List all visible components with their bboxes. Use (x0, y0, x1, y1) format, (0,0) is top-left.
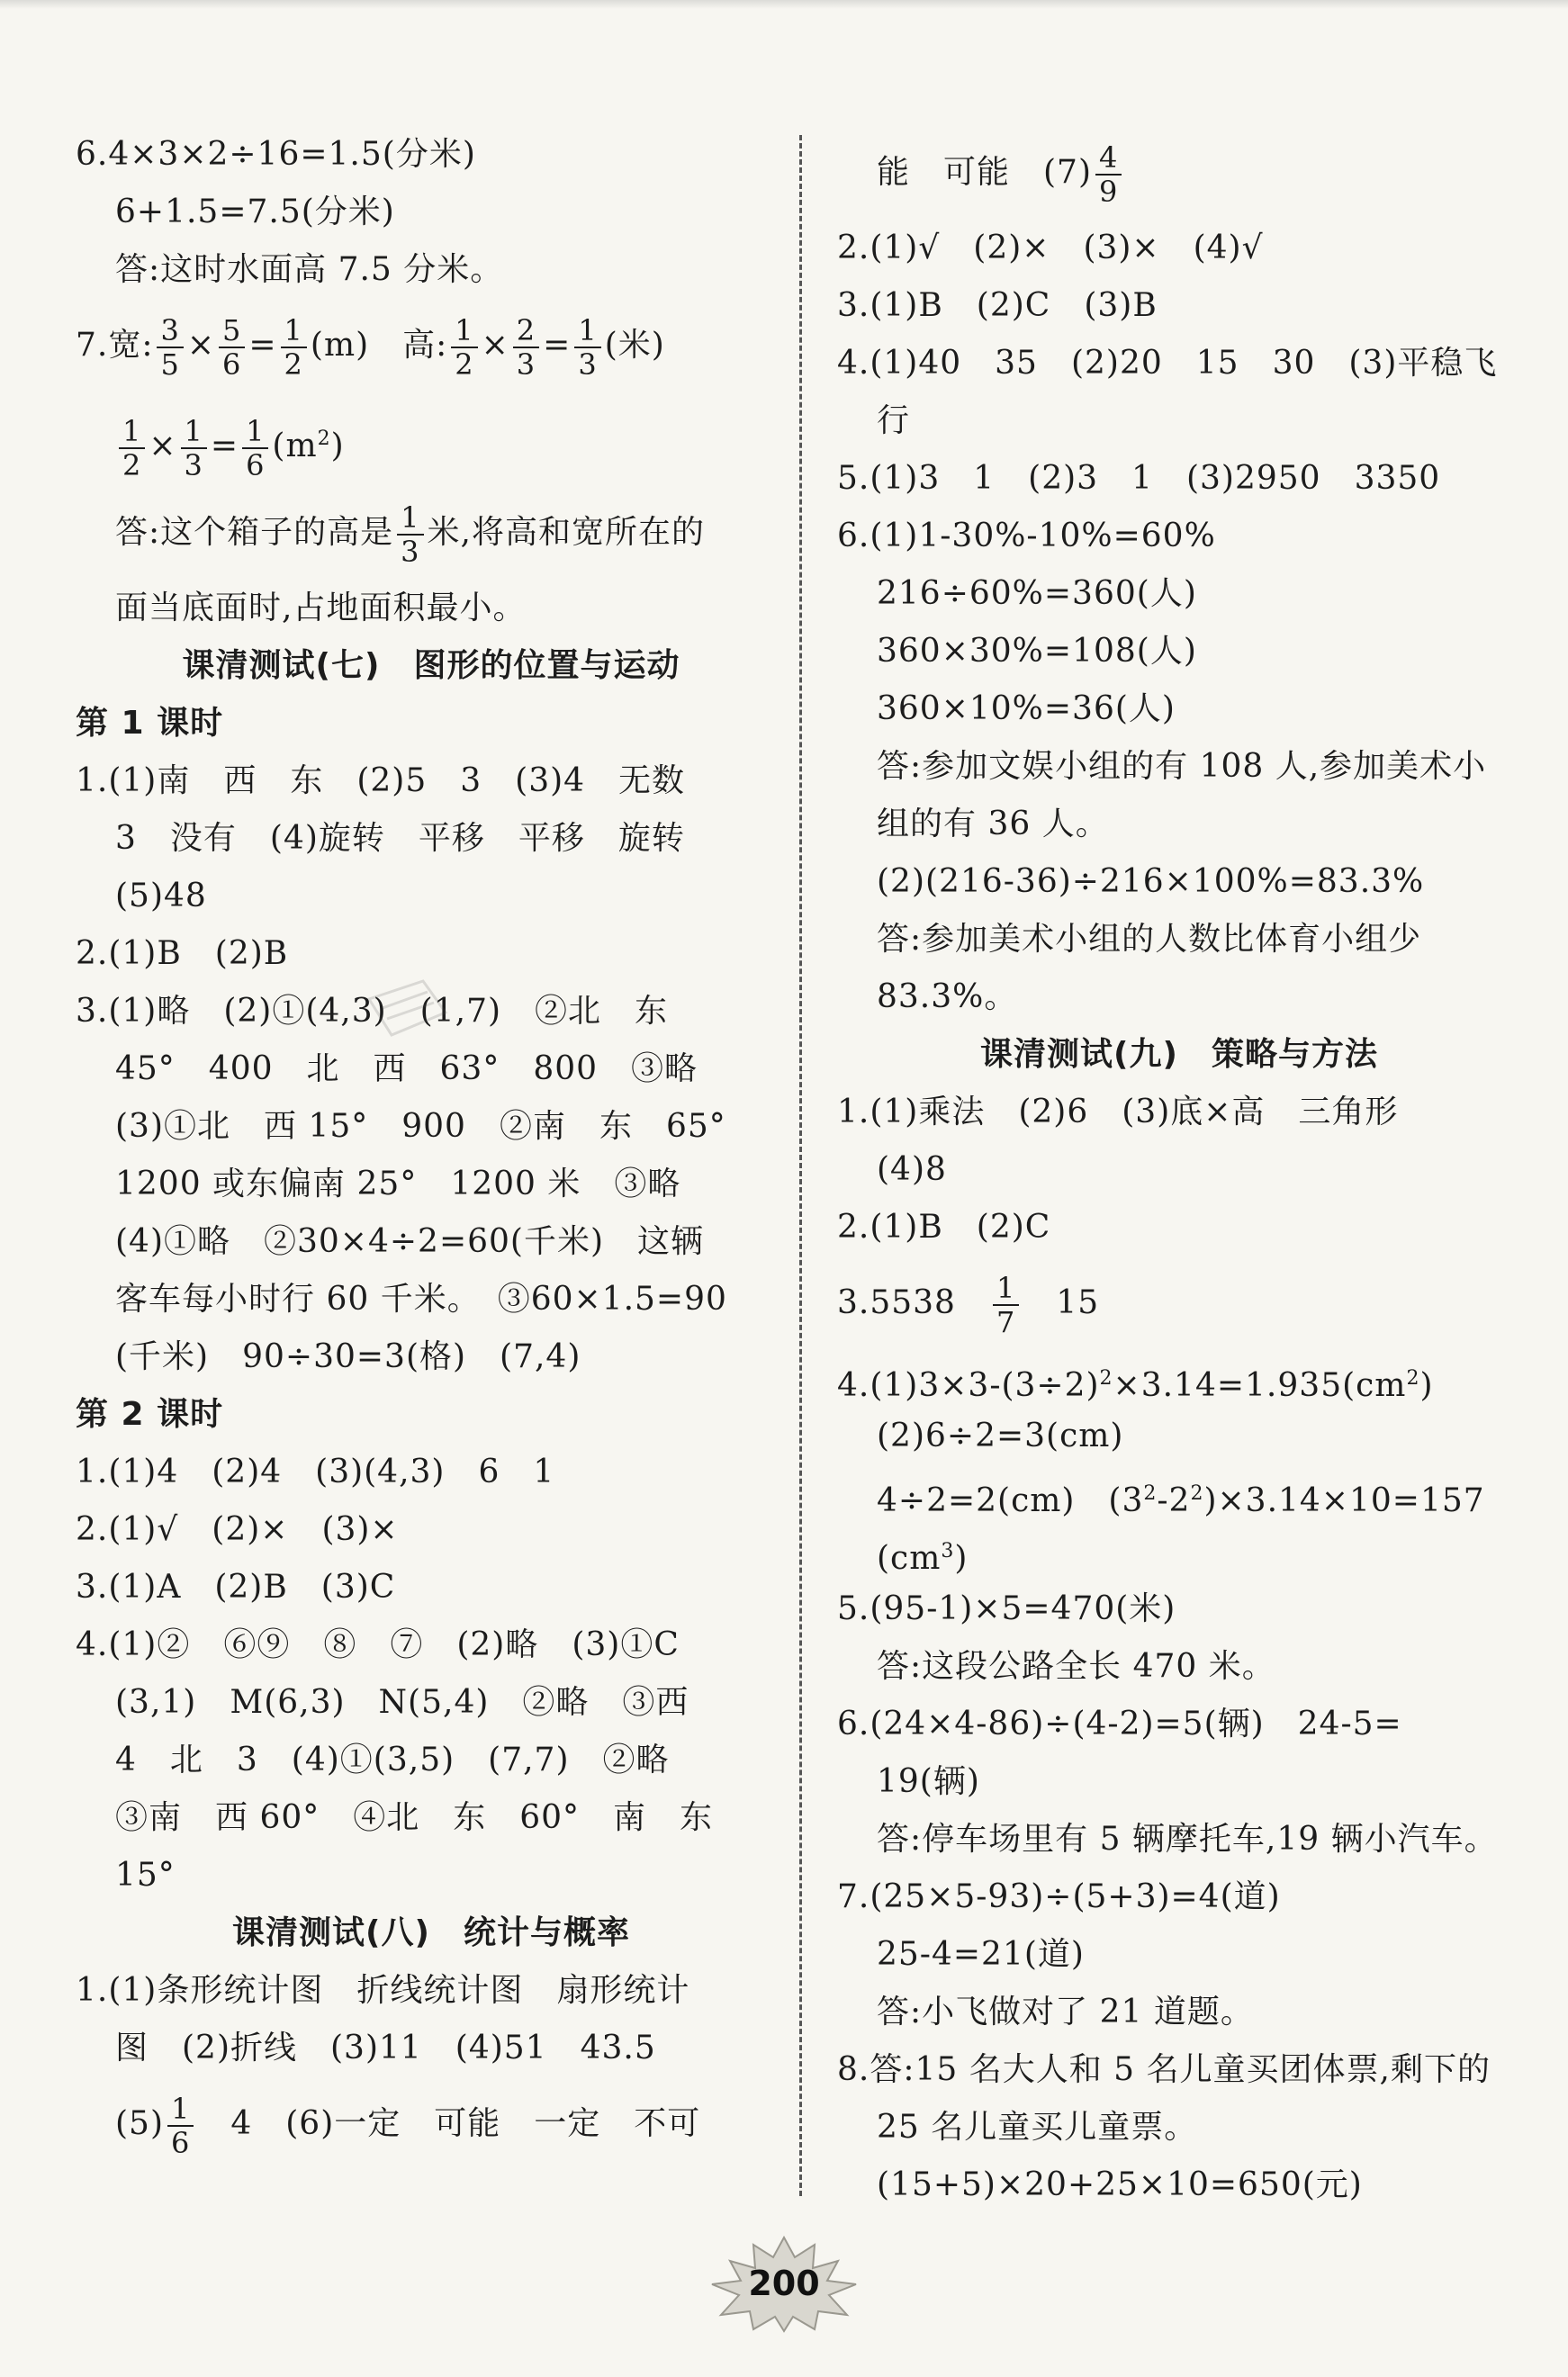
fraction-denominator: 6 (171, 2126, 191, 2160)
fraction-numerator: 3 (157, 316, 183, 348)
fraction (451, 313, 477, 382)
fraction-numerator: 4 (1095, 143, 1122, 176)
formula-line (837, 1523, 1521, 1580)
fraction-denominator: 9 (1099, 175, 1119, 209)
answer-line: 面当底面时,占地面积最小。 (115, 590, 527, 626)
fraction-numerator: 1 (242, 417, 268, 449)
answer-line: 答:参加文娱小组的有 108 人,参加美术小 (877, 748, 1487, 785)
answer-line: 25-4=21(道) (877, 1936, 1085, 1973)
text-run: -2 (1157, 1482, 1191, 1519)
answer-line: 360×30%=108(人) (877, 633, 1197, 670)
formula-line (76, 392, 787, 486)
watermark-stamp-icon (360, 972, 459, 1053)
text-run: 4÷2=2(cm) (3 (877, 1482, 1144, 1519)
superscript: 2 (317, 428, 331, 450)
fraction (119, 414, 145, 482)
fraction-numerator: 1 (574, 316, 600, 348)
answer-line: 1.(1)乘法 (2)6 (3)底×高 三角形 (837, 1094, 1399, 1130)
answer-line: 216÷60%=360(人) (877, 575, 1197, 612)
answer-line: 答:这段公路全长 470 米。 (877, 1648, 1275, 1685)
fraction-denominator: 5 (160, 347, 180, 382)
answer-line: 2.(1)√ (2)× (3)× (4)√ (837, 230, 1264, 266)
left-column (76, 126, 787, 2171)
section-heading: 课清测试(九) 策略与方法 (980, 1036, 1378, 1073)
fraction-denominator: 2 (284, 347, 303, 382)
answer-line: (2)(216-36)÷216×100%=83.3% (877, 863, 1425, 900)
answer-line: (5)48 (115, 878, 207, 914)
answer-line: 5.(95-1)×5=470(米) (837, 1590, 1176, 1627)
fraction (167, 2092, 194, 2160)
answer-line: 3.(1)B (2)C (3)B (837, 287, 1158, 324)
text-run: (米) (604, 327, 665, 364)
fraction (242, 414, 268, 482)
text-run: ) (1419, 1367, 1434, 1404)
fraction-denominator: 6 (222, 347, 242, 382)
text-run: 15 (1023, 1284, 1100, 1321)
text-run: = (543, 327, 572, 364)
answer-line: (2)6÷2=3(cm) (877, 1418, 1124, 1454)
text-run: 4.(1)3×3-(3÷2) (837, 1367, 1100, 1404)
text-run: )×3.14×10=157 (1203, 1482, 1485, 1519)
fraction-numerator: 1 (397, 503, 423, 536)
fraction-numerator: 5 (219, 316, 245, 348)
formula-line (76, 486, 787, 580)
formula-line (837, 1350, 1521, 1408)
fraction (513, 313, 539, 382)
fraction-denominator: 2 (122, 448, 142, 482)
fraction-denominator: 7 (996, 1305, 1016, 1339)
fraction-numerator: 1 (993, 1274, 1019, 1306)
superscript: 2 (1143, 1482, 1158, 1505)
superscript: 2 (1099, 1367, 1113, 1390)
text-run: 7.宽: (76, 327, 154, 364)
section-heading: 课清测试(八) 统计与概率 (232, 1914, 630, 1951)
fraction-denominator: 3 (184, 448, 203, 482)
text-run: 能 可能 (7) (877, 154, 1092, 191)
superscript: 2 (1190, 1482, 1204, 1505)
text-run: 4 (6)一定 可能 一定 不可 (197, 2105, 701, 2142)
answer-line: 答:小飞做对了 21 道题。 (877, 1994, 1254, 2030)
text-run: 答:这个箱子的高是 (115, 514, 394, 551)
fraction (219, 313, 245, 382)
text-run: ×3.14=1.935(cm (1113, 1367, 1407, 1404)
answer-line: 4.(1)40 35 (2)20 15 30 (3)平稳飞 (837, 345, 1498, 382)
lesson-title: 第 1 课时 (76, 705, 224, 742)
fraction (157, 313, 183, 382)
answer-line: (3)①北 西 15° 900 ②南 东 65° (115, 1108, 726, 1145)
fraction-denominator: 3 (401, 535, 420, 569)
answer-line: 1.(1)南 西 东 (2)5 3 (3)4 无数 (76, 762, 686, 799)
text-run: × (186, 327, 216, 364)
superscript: 3 (941, 1540, 955, 1562)
formula-line (837, 1256, 1521, 1350)
fraction-numerator: 1 (181, 417, 207, 449)
answer-line: 2.(1)B (2)C (837, 1209, 1051, 1246)
text-run: = (248, 327, 277, 364)
page-number: 200 (748, 2264, 820, 2303)
fraction-numerator: 2 (513, 316, 539, 348)
text-run: ) (330, 428, 345, 464)
answer-line: 7.(25×5-93)÷(5+3)=4(道) (837, 1878, 1281, 1915)
answer-line: 6+1.5=7.5(分米) (115, 194, 395, 230)
page-top-edge (0, 0, 1568, 9)
answer-line: 答:这时水面高 7.5 分米。 (115, 251, 504, 288)
fraction (1095, 140, 1122, 209)
fraction (397, 500, 423, 569)
fraction (993, 1271, 1019, 1339)
text-run: 3.5538 (837, 1284, 989, 1321)
answer-line: 25 名儿童买儿童票。 (877, 2109, 1198, 2146)
fraction (281, 313, 307, 382)
fraction-denominator: 3 (578, 347, 598, 382)
fraction-numerator: 1 (167, 2094, 194, 2127)
text-run: (m) 高: (310, 327, 448, 364)
answer-line: 3.(1)略 (2)①(4,3) (1,7) ②北 东 (76, 993, 669, 1030)
text-run: ) (954, 1540, 969, 1577)
answer-line: 15° (115, 1857, 176, 1894)
answer-line: 组的有 36 人。 (877, 806, 1109, 842)
fraction-numerator: 1 (119, 417, 145, 449)
superscript: 2 (1406, 1367, 1420, 1390)
answer-line: 8.答:15 名大人和 5 名儿童买团体票,剩下的 (837, 2051, 1491, 2088)
answer-line: 5.(1)3 1 (2)3 1 (3)2950 3350 (837, 460, 1441, 497)
answer-line: 答:参加美术小组的人数比体育小组少 (877, 921, 1422, 958)
answer-line: 客车每小时行 60 千米。 ③60×1.5=90 (115, 1281, 727, 1318)
text-run: (5) (115, 2105, 164, 2142)
answer-line: (15+5)×20+25×10=650(元) (877, 2166, 1363, 2203)
fraction-denominator: 2 (455, 347, 474, 382)
formula-line (76, 2077, 787, 2171)
fraction-numerator: 1 (451, 316, 477, 348)
formula-line (76, 299, 787, 392)
fraction-denominator: 3 (516, 347, 536, 382)
answer-line: 6.4×3×2÷16=1.5(分米) (76, 136, 476, 173)
lesson-title: 第 2 课时 (76, 1396, 224, 1433)
answer-line: 4 北 3 (4)①(3,5) (7,7) ②略 (115, 1742, 670, 1778)
formula-line (837, 126, 1521, 220)
answer-line: 45° 400 北 西 63° 800 ③略 (115, 1050, 698, 1087)
answer-line: 19(辆) (877, 1763, 980, 1800)
column-divider (799, 135, 802, 2196)
answer-line: (4)8 (877, 1151, 947, 1188)
right-column (837, 126, 1521, 2214)
answer-line: 3 没有 (4)旋转 平移 平移 旋转 (115, 820, 685, 857)
section-heading: 课清测试(七) 图形的位置与运动 (182, 647, 680, 684)
fraction (574, 313, 600, 382)
text-run: (m (272, 428, 318, 464)
answer-line: 答:停车场里有 5 辆摩托车,19 辆小汽车。 (877, 1821, 1498, 1858)
answer-line: 2.(1)B (2)B (76, 935, 289, 972)
text-run: (cm (877, 1540, 942, 1577)
fraction-numerator: 1 (281, 316, 307, 348)
fraction-denominator: 6 (246, 448, 266, 482)
answer-line: 行 (877, 402, 911, 439)
answer-line: 83.3%。 (877, 978, 1018, 1015)
answer-line: 3.(1)A (2)B (3)C (76, 1569, 396, 1606)
answer-line: (千米) 90÷30=3(格) (7,4) (115, 1338, 581, 1375)
answer-line: 1200 或东偏南 25° 1200 米 ③略 (115, 1166, 681, 1202)
text-run: 米,将高和宽所在的 (427, 514, 705, 551)
fraction (181, 414, 207, 482)
answer-line: (3,1) M(6,3) N(5,4) ②略 ③西 (115, 1684, 689, 1721)
text-run: = (210, 428, 239, 464)
answer-line: 360×10%=36(人) (877, 690, 1176, 727)
answer-line: 2.(1)√ (2)× (3)× (76, 1511, 399, 1548)
answer-line: (4)①略 ②30×4÷2=60(千米) 这辆 (115, 1223, 705, 1260)
answer-line: 4.(1)② ⑥⑨ ⑧ ⑦ (2)略 (3)①C (76, 1626, 680, 1663)
text-run: × (481, 327, 509, 364)
answer-line: 1.(1)条形统计图 折线统计图 扇形统计 (76, 1972, 690, 2009)
text-run: × (149, 428, 177, 464)
formula-line (837, 1465, 1521, 1523)
answer-line: 1.(1)4 (2)4 (3)(4,3) 6 1 (76, 1454, 555, 1490)
answer-line: 6.(1)1-30%-10%=60% (837, 518, 1216, 554)
page-number-badge (703, 2234, 865, 2333)
answer-line: 6.(24×4-86)÷(4-2)=5(辆) 24-5= (837, 1706, 1402, 1742)
answer-line: ③南 西 60° ④北 东 60° 南 东 (115, 1799, 714, 1836)
answer-line: 图 (2)折线 (3)11 (4)51 43.5 (115, 2030, 656, 2066)
